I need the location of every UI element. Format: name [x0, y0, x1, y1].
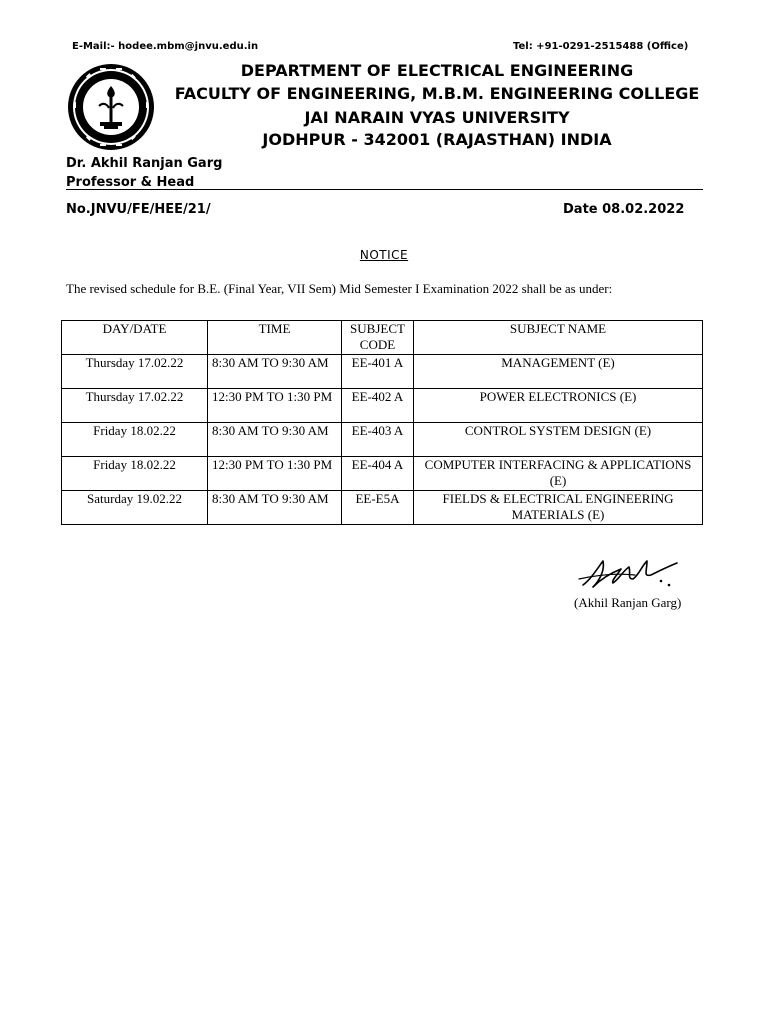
cell-subject-name: MANAGEMENT (E)	[414, 355, 703, 389]
handwritten-signature	[577, 549, 689, 591]
cell-day-date: Friday 18.02.22	[62, 423, 208, 457]
cell-subject-name: COMPUTER INTERFACING & APPLICATIONS (E)	[414, 457, 703, 491]
table-header-row	[62, 321, 703, 355]
table-row	[62, 457, 703, 491]
department-heading: DEPARTMENT OF ELECTRICAL ENGINEERING	[240, 61, 634, 80]
header-divider	[66, 189, 703, 190]
cell-subject-code: EE-E5A	[342, 491, 414, 525]
telephone-contact: Tel: +91-0291-2515488 (Office)	[513, 41, 689, 52]
cell-time: 8:30 AM TO 9:30 AM	[208, 423, 342, 457]
cell-subject-code: EE-403 A	[342, 423, 414, 457]
email-contact: E-Mail:- hodee.mbm@jnvu.edu.in	[72, 41, 259, 52]
university-heading: JAI NARAIN VYAS UNIVERSITY	[304, 108, 570, 127]
head-designation: Professor & Head	[66, 175, 195, 190]
cell-subject-name: POWER ELECTRONICS (E)	[414, 389, 703, 423]
header-day-date: DAY/DATE	[62, 321, 208, 355]
table-row	[62, 491, 703, 525]
table-row	[62, 389, 703, 423]
cell-subject-code: EE-404 A	[342, 457, 414, 491]
notice-intro: The revised schedule for B.E. (Final Year, VII Sem) Mid Semester I Examination 2022 shall be as under:	[66, 281, 613, 296]
header-subject-name: SUBJECT NAME	[414, 321, 703, 355]
cell-subject-name: FIELDS & ELECTRICAL ENGINEERING MATERIALS (E)	[414, 491, 703, 525]
cell-time: 8:30 AM TO 9:30 AM	[208, 491, 342, 525]
cell-time: 12:30 PM TO 1:30 PM	[208, 389, 342, 423]
exam-schedule-table	[61, 320, 703, 525]
table-row	[62, 355, 703, 389]
signatory-name: (Akhil Ranjan Garg)	[574, 595, 682, 610]
cell-time: 8:30 AM TO 9:30 AM	[208, 355, 342, 389]
cell-day-date: Saturday 19.02.22	[62, 491, 208, 525]
cell-time: 12:30 PM TO 1:30 PM	[208, 457, 342, 491]
cell-subject-name: CONTROL SYSTEM DESIGN (E)	[414, 423, 703, 457]
cell-day-date: Friday 18.02.22	[62, 457, 208, 491]
reference-number: No.JNVU/FE/HEE/21/	[66, 202, 211, 217]
university-seal-icon	[66, 62, 156, 152]
cell-subject-code: EE-402 A	[342, 389, 414, 423]
table-row	[62, 423, 703, 457]
faculty-heading: FACULTY OF ENGINEERING, M.B.M. ENGINEERING COLLEGE	[174, 84, 700, 103]
address-heading: JODHPUR - 342001 (RAJASTHAN) INDIA	[262, 130, 612, 149]
header-subject-code: SUBJECT CODE	[342, 321, 414, 355]
cell-subject-code: EE-401 A	[342, 355, 414, 389]
reference-date: Date 08.02.2022	[563, 202, 685, 217]
notice-title: NOTICE	[359, 248, 409, 262]
cell-day-date: Thursday 17.02.22	[62, 389, 208, 423]
head-name: Dr. Akhil Ranjan Garg	[66, 156, 223, 171]
header-time: TIME	[208, 321, 342, 355]
cell-day-date: Thursday 17.02.22	[62, 355, 208, 389]
